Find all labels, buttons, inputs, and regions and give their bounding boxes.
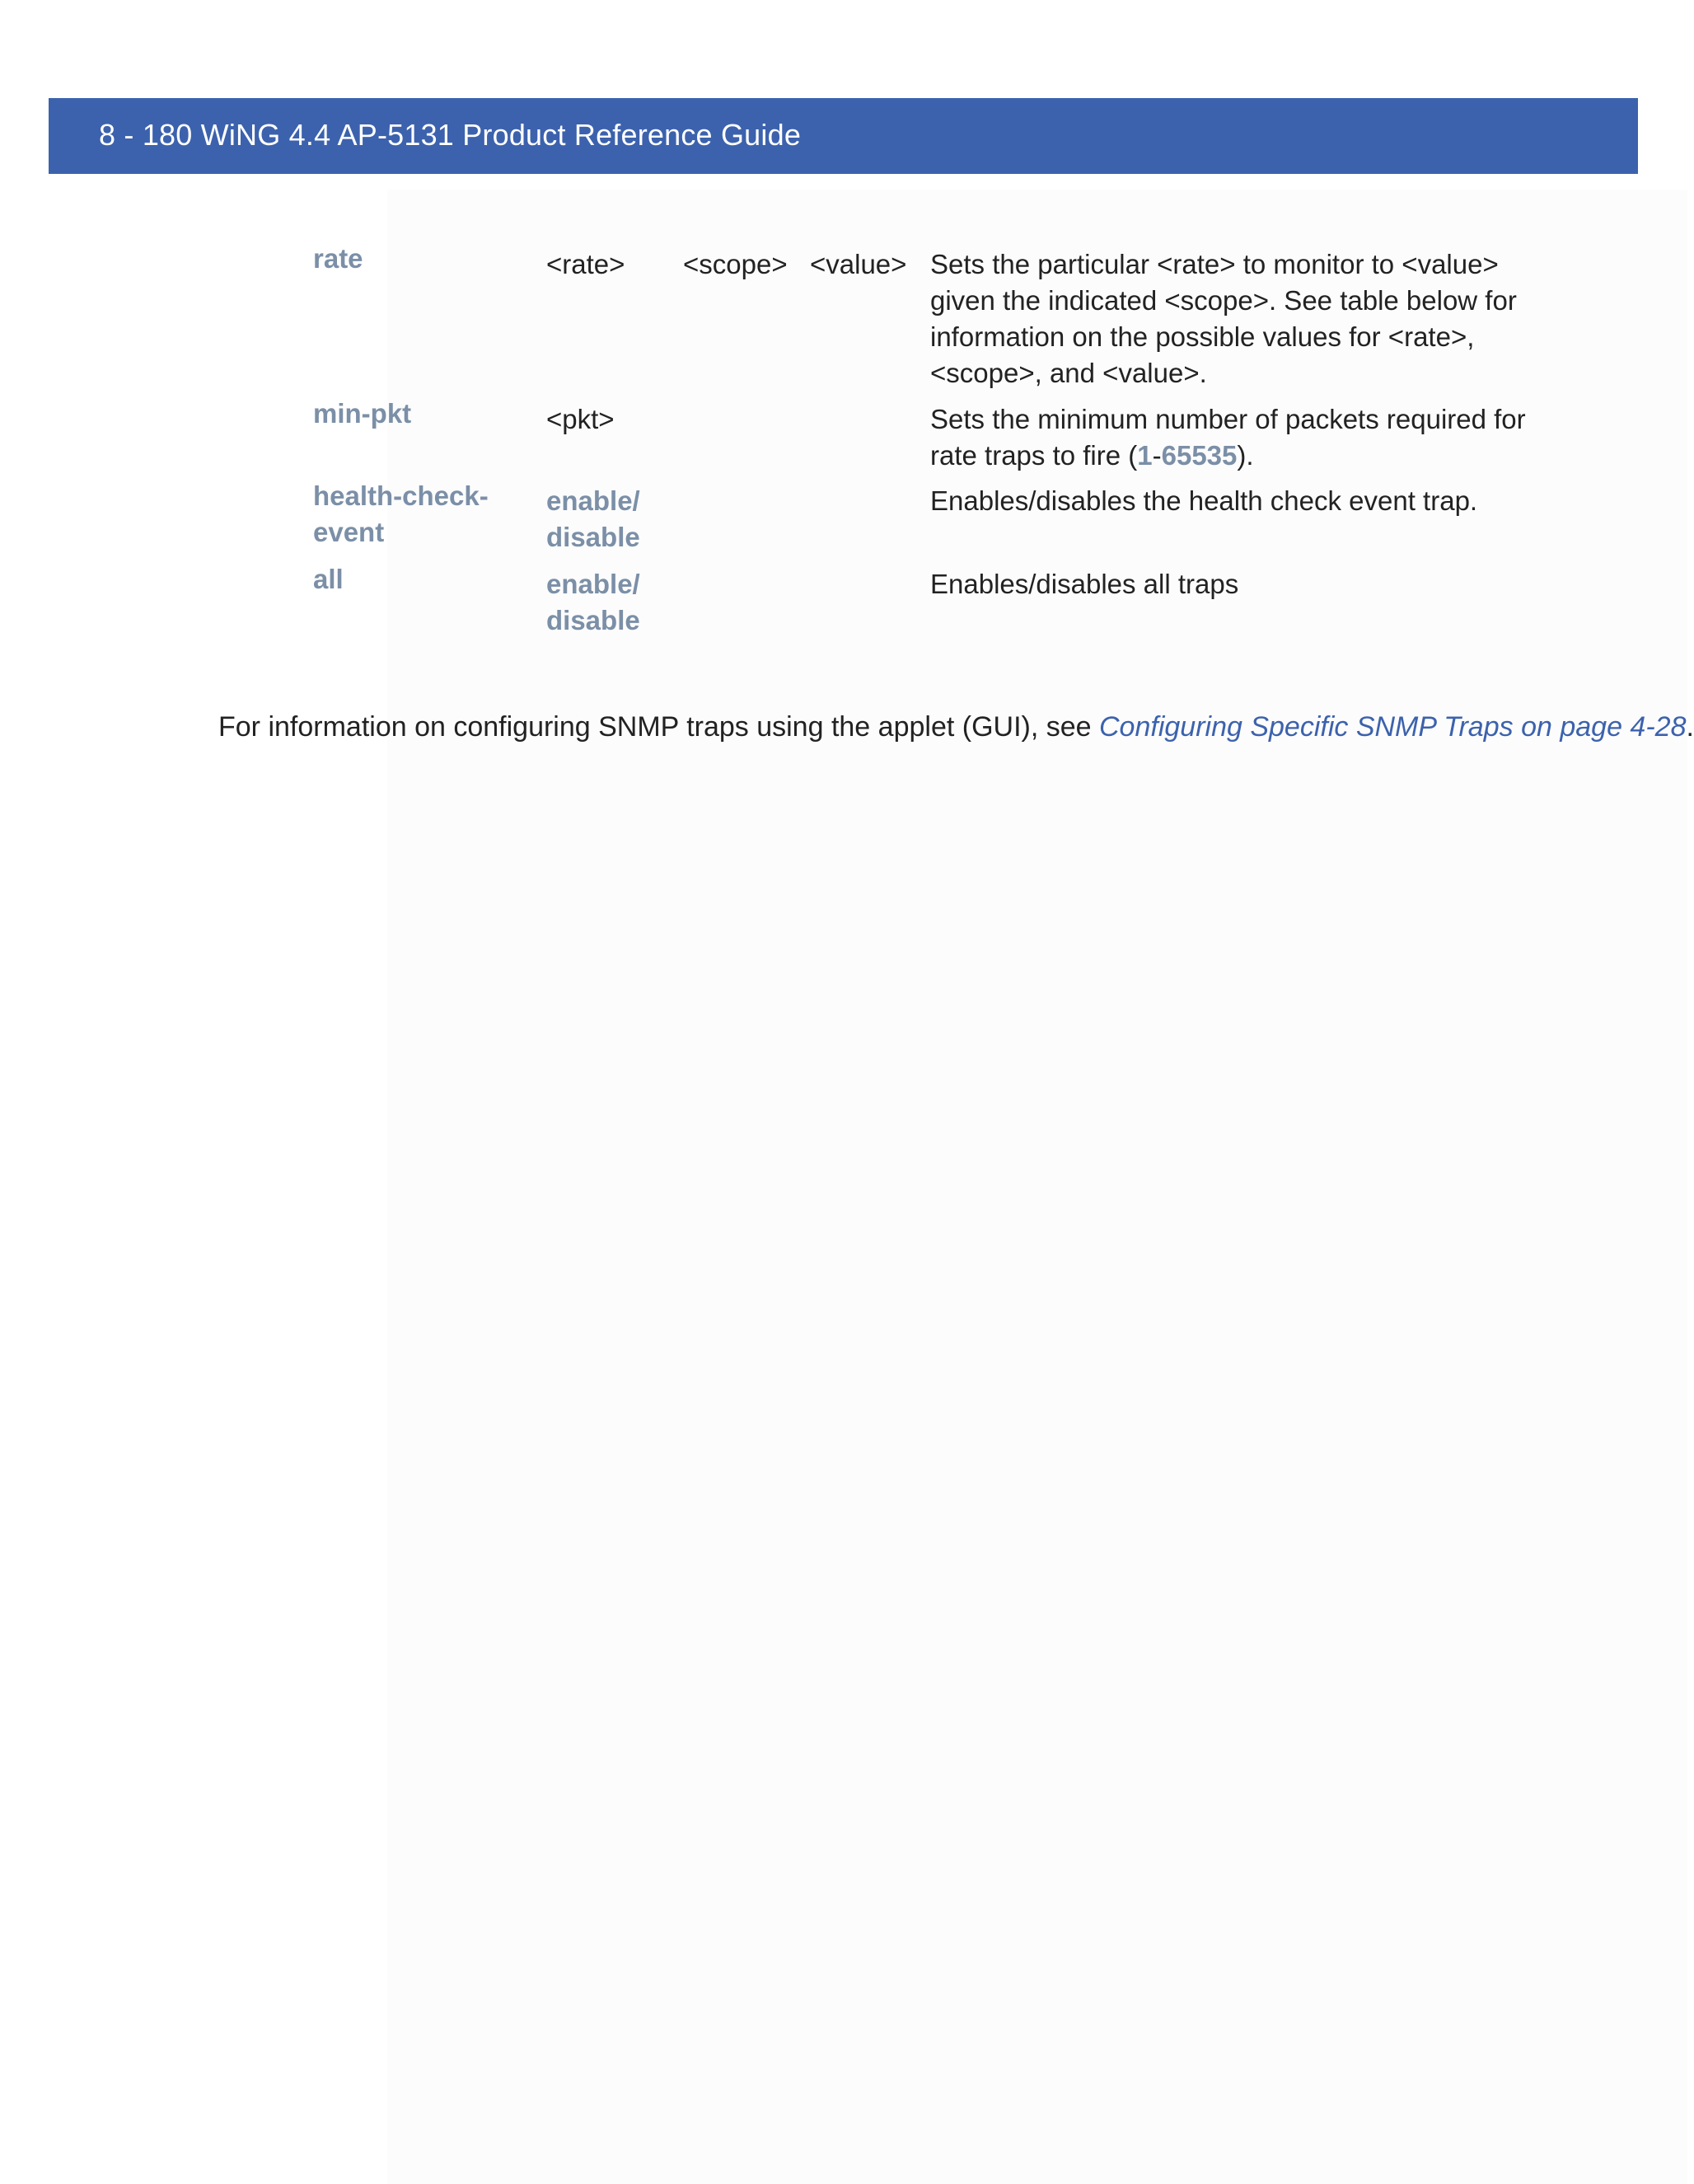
keyword-min-pkt: min-pkt [313,398,412,429]
page-title: 8 - 180 WiNG 4.4 AP-5131 Product Reference Guide [99,118,802,152]
description-rate: Sets the particular <rate> to monitor to <value> given the indicated <scope>. See table below for information on the possible values for <rate>, <scope>, and <value>. [930,249,1517,388]
param-pkt: <pkt> [546,404,615,434]
description-all: Enables/disables all traps [930,569,1239,599]
param-value: <value> [810,249,907,279]
param-enable-disable [546,483,640,555]
description-text: Sets the minimum number of packets required for rate traps to fire ( [930,404,1526,471]
range-min: 1 [1137,440,1153,471]
footer-end: . [1686,711,1694,743]
range-max: 65535 [1161,440,1238,471]
param-line: disable [546,605,640,635]
param-scope: <scope> [683,249,788,279]
description-health-check-event: Enables/disables the health check event trap. [930,485,1478,516]
param-line: disable [546,522,640,552]
page-header [49,98,1638,174]
param-rate: <rate> [546,249,625,279]
description-min-pkt [930,401,1556,474]
keyword-rate: rate [313,243,363,274]
param-line: enable/ [546,485,640,516]
keyword-health-check-event [313,478,489,551]
footer-note [218,709,1694,745]
keyword-line: event [313,517,385,547]
cross-reference-link[interactable]: Configuring Specific SNMP Traps on page 4-28 [1099,711,1687,743]
description-end: ). [1237,440,1254,471]
keyword-line: health-check- [313,480,489,511]
range-separator: - [1152,440,1162,471]
param-line: enable/ [546,569,640,599]
param-enable-disable [546,566,640,639]
footer-text: For information on configuring SNMP traps using the applet (GUI), see [218,711,1099,743]
keyword-all: all [313,564,344,594]
